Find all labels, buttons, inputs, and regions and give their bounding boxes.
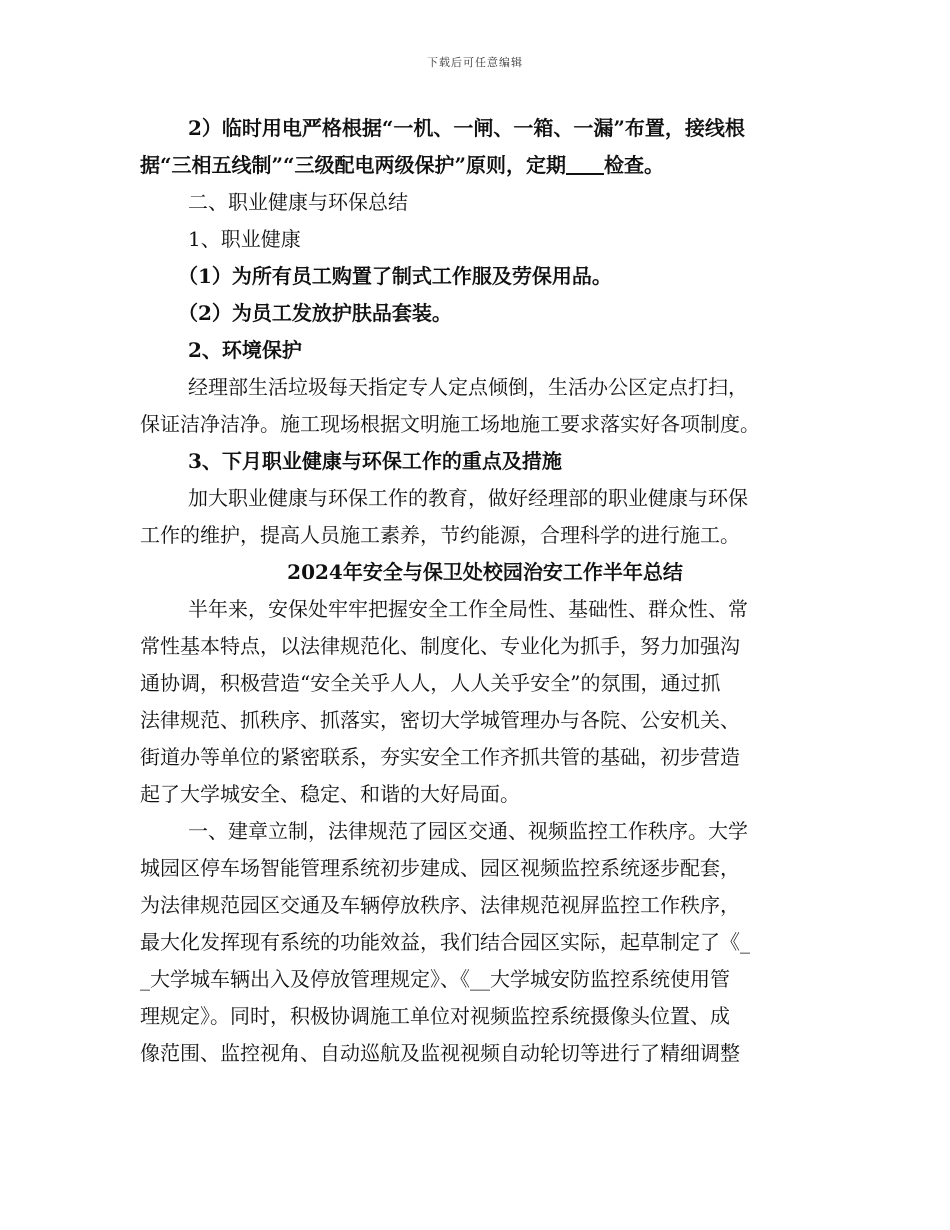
text-line-content: 经理部生活垃圾每天指定专人定点倾倒，生活办公区定点打扫， — [188, 375, 748, 399]
text-line — [140, 739, 830, 776]
text-line — [140, 369, 830, 406]
text-line — [140, 258, 830, 295]
text-line — [140, 295, 830, 332]
text-line-content: 起了大学城安全、稳定、和谐的大好局面。 — [140, 782, 520, 806]
text-line-content: 加大职业健康与环保工作的教育，做好经理部的职业健康与环保 — [188, 486, 748, 510]
text-line — [140, 776, 830, 813]
text-line-content: 2、环境保护 — [188, 338, 302, 362]
text-line-content: 理规定》。同时，积极协调施工单位对视频监控系统摄像头位置、成 — [140, 1004, 730, 1028]
text-line — [140, 480, 830, 517]
text-line-content: 3、下月职业健康与环保工作的重点及措施 — [188, 449, 562, 473]
text-line — [140, 517, 830, 554]
text-line — [140, 184, 830, 221]
text-line-content: 1、职业健康 — [188, 227, 301, 251]
text-line-content: 据“三相五线制”“三级配电两级保护”原则，定期 — [140, 153, 567, 177]
text-line — [140, 443, 830, 480]
text-line — [140, 850, 830, 887]
page-header: 下载后可任意编辑 — [427, 56, 523, 69]
text-line — [140, 887, 830, 924]
text-line-content: 城园区停车场智能管理系统初步建成、园区视频监控系统逐步配套， — [140, 856, 740, 880]
text-line-content: 像范围、监控视角、自动巡航及监视视频自动轮切等进行了精细调整 — [140, 1041, 740, 1065]
text-line — [140, 702, 830, 739]
text-line-content: 二、职业健康与环保总结 — [188, 190, 408, 214]
text-line — [140, 665, 830, 702]
text-line-content: 法律规范、抓秩序、抓落实，密切大学城管理办与各院、公安机关、 — [140, 708, 740, 732]
text-line-content: （1）为所有员工购置了制式工作服及劳保用品。 — [178, 264, 612, 288]
text-line-content: 为法律规范园区交通及车辆停放秩序、法律规范视屏监控工作秩序， — [140, 893, 740, 917]
text-line-content: 一、建章立制，法律规范了园区交通、视频监控工作秩序。大学 — [188, 819, 748, 843]
text-line — [140, 332, 830, 369]
text-line-content: 通协调，积极营造“安全关乎人人，人人关乎安全”的氛围，通过抓 — [140, 671, 721, 695]
text-line-continuation: 检查。 — [604, 153, 665, 177]
text-line-content: 工作的维护，提高人员施工素养，节约能源，合理科学的进行施工。 — [140, 523, 740, 547]
document-body — [140, 110, 830, 1072]
text-line — [140, 406, 830, 443]
fill-in-blank — [566, 151, 604, 175]
text-line — [140, 628, 830, 665]
text-line-content: （2）为员工发放护肤品套装。 — [178, 301, 452, 325]
text-line-content: 2）临时用电严格根据“一机、一闸、一箱、一漏”布置，接线根 — [188, 116, 745, 140]
text-line-content: 街道办等单位的紧密联系，夯实安全工作齐抓共管的基础，初步营造 — [140, 745, 740, 769]
text-line-content: 最大化发挥现有系统的功能效益，我们结合园区实际，起草制定了《_ — [140, 930, 750, 954]
text-line-content: 保证洁净洁净。施工现场根据文明施工场地施工要求落实好各项制度。 — [140, 412, 760, 436]
text-line-content: 半年来，安保处牢牢把握安全工作全局性、基础性、群众性、常 — [188, 597, 748, 621]
text-line — [140, 813, 830, 850]
text-line-content: _大学城车辆出入及停放管理规定》、《__大学城安防监控系统使用管 — [140, 967, 730, 991]
text-line — [140, 110, 830, 147]
text-line — [140, 221, 830, 258]
text-line — [140, 998, 830, 1035]
text-line — [140, 1035, 830, 1072]
text-line-content: 常性基本特点，以法律规范化、制度化、专业化为抓手，努力加强沟 — [140, 634, 740, 658]
text-line — [140, 591, 830, 628]
text-line — [140, 147, 830, 184]
text-line — [140, 924, 830, 961]
text-line-content: 2024年安全与保卫处校园治安工作半年总结 — [287, 560, 683, 584]
text-line — [140, 961, 830, 998]
text-line — [140, 554, 830, 591]
